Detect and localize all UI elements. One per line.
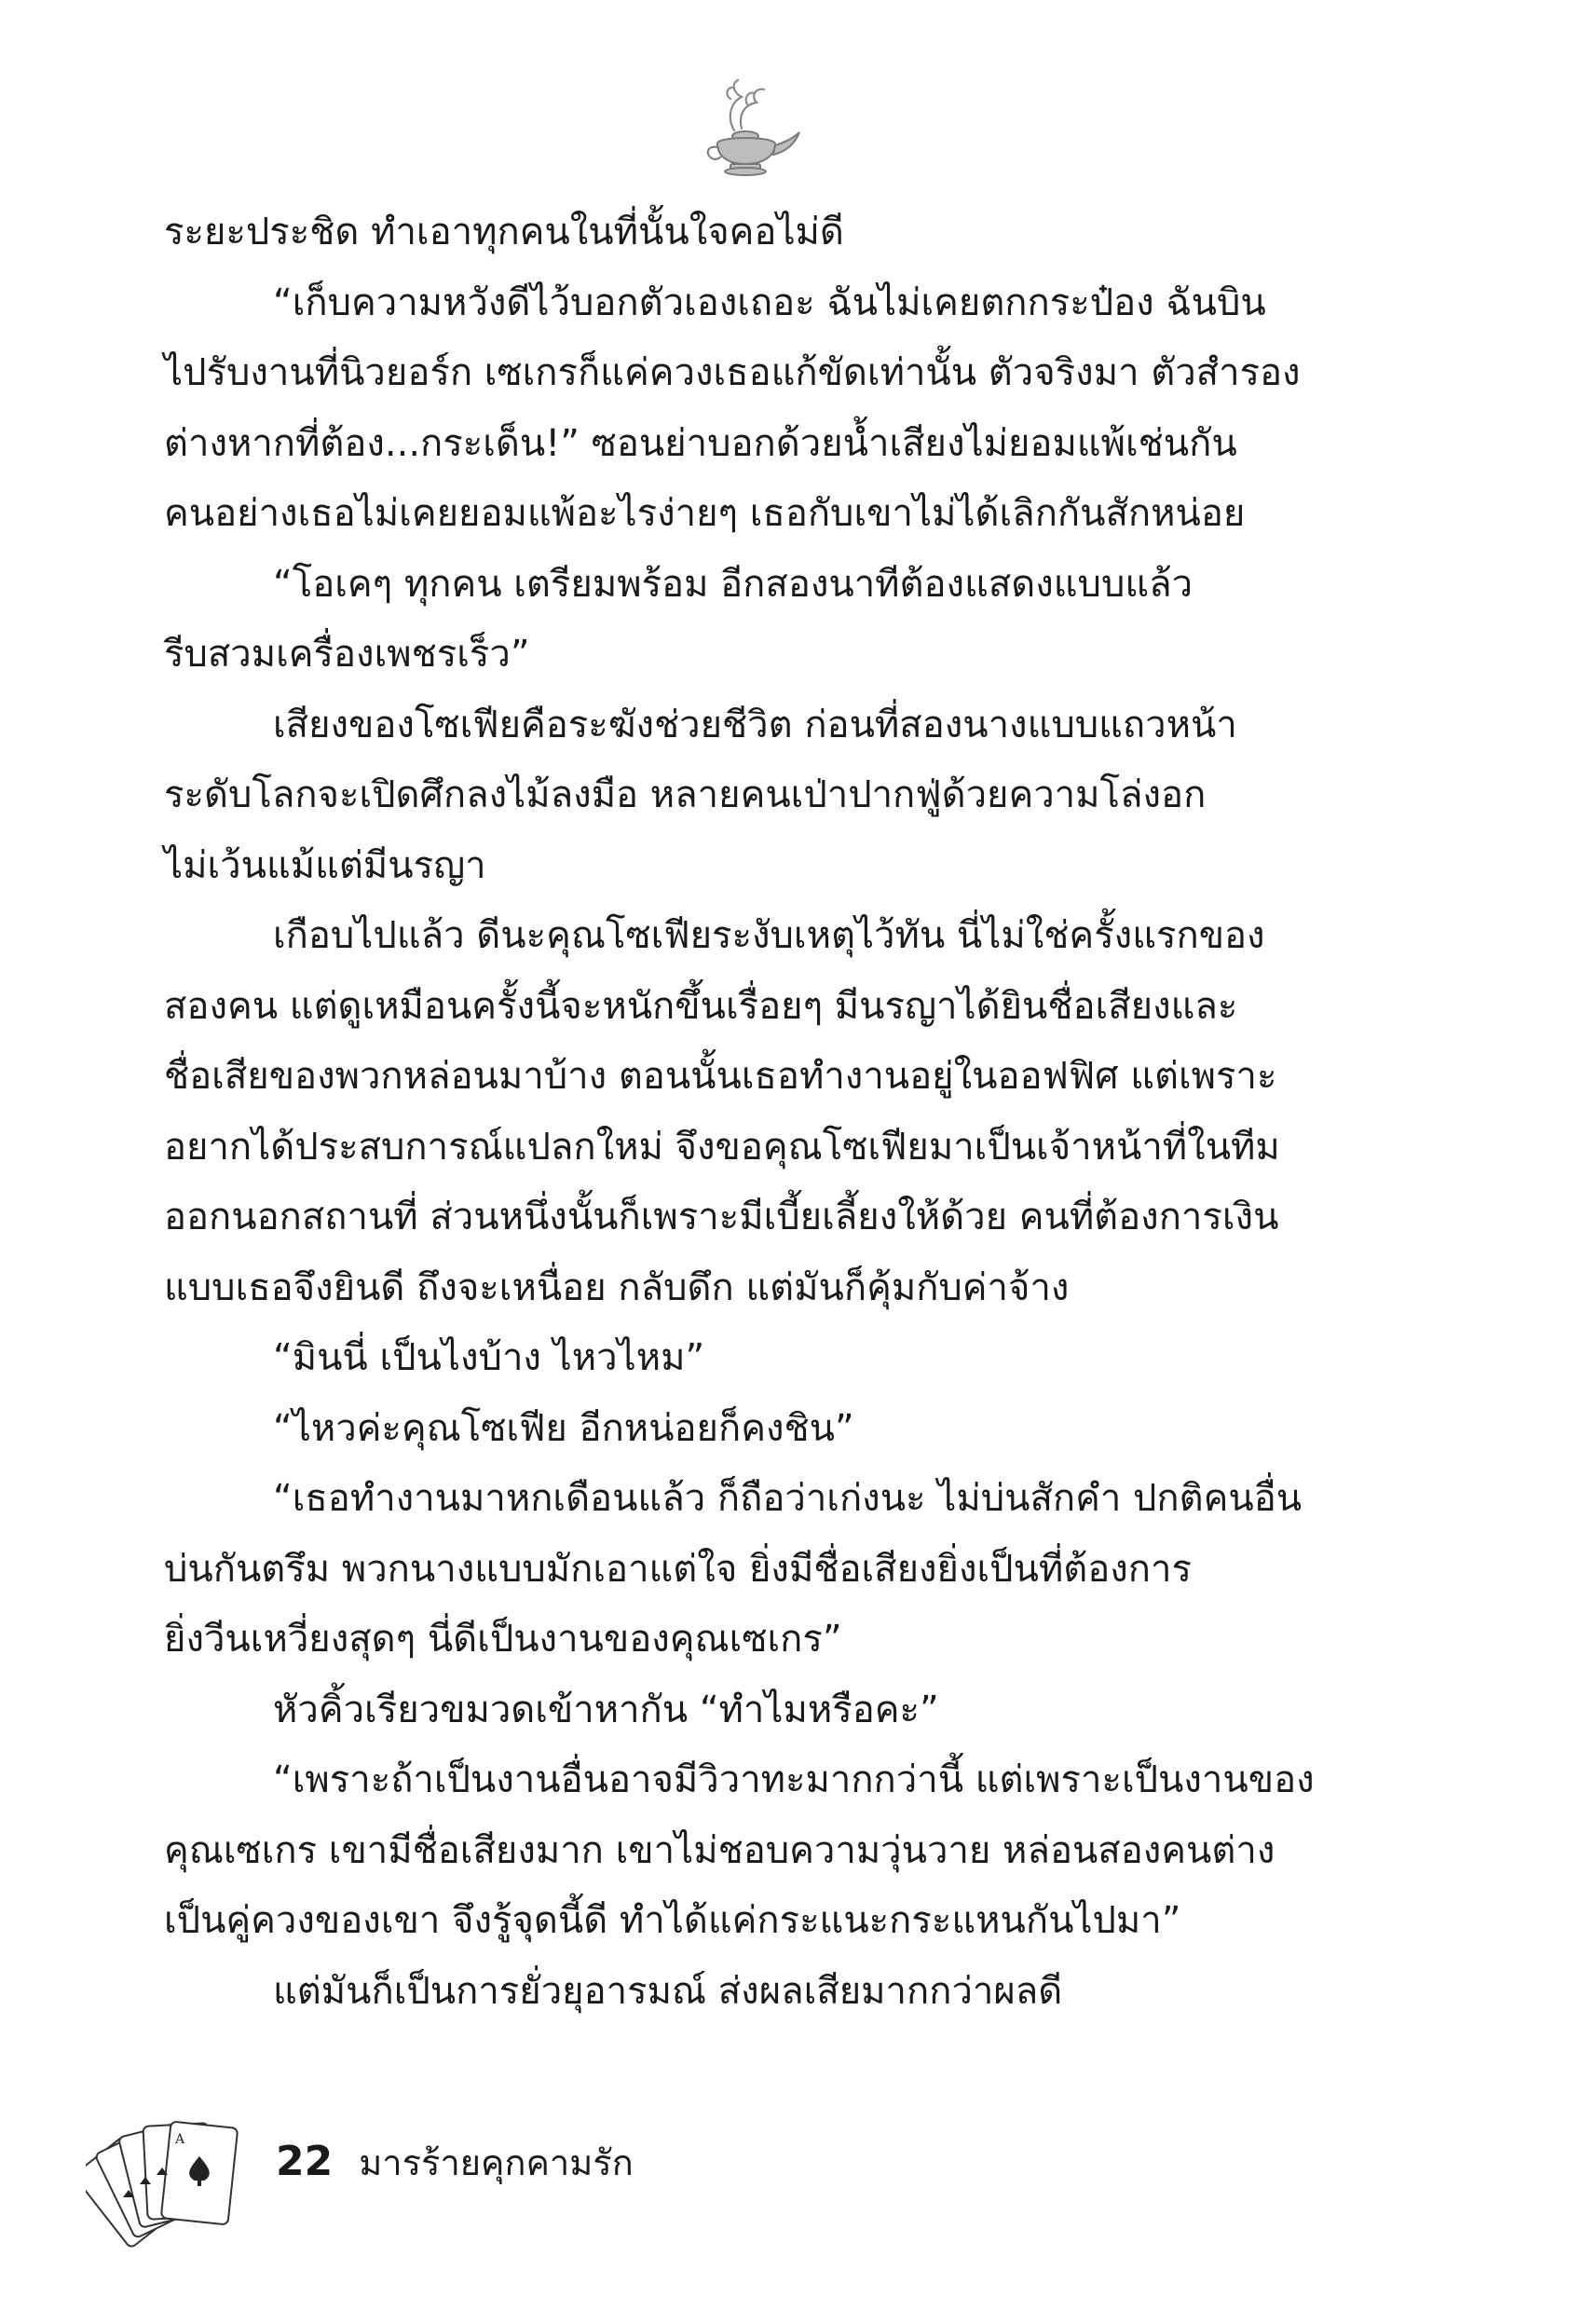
text-line: คุณเซเกร เขามีชื่อเสียงมาก เขาไม่ชอบความวุ่นวาย หล่อนสองคนต่าง [164,1828,1275,1872]
text-line: “ไหวค่ะคุณโซเฟีย อีกหน่อยก็คงชิน” [273,1406,854,1450]
text-line: “เก็บความหวังดีไว้บอกตัวเองเถอะ ฉันไม่เคยตกกระป๋อง ฉันบิน [273,280,1266,324]
playing-cards-icon [86,2108,253,2257]
text-line: เป็นคู่ควงของเขา จึงรู้จุดนี้ดี ทำได้แค่กระแนะกระแหนกันไปมา” [164,1899,1181,1942]
text-line: ยิ่งวีนเหวี่ยงสุดๆ นี่ดีเป็นงานของคุณเซเกร” [164,1618,842,1661]
text-line: ต่างหากที่ต้อง...กระเด็น!” ซอนย่าบอกด้วยน้ำเสียงไม่ยอมแพ้เช่นกัน [164,421,1237,465]
text-line: บ่นกันตรึม พวกนางแบบมักเอาแต่ใจ ยิ่งมีชื่อเสียงยิ่งเป็นที่ต้องการ [164,1547,1192,1591]
text-line: ไปรับงานที่นิวยอร์ก เซเกรก็แค่ควงเธอแก้ขัดเท่านั้น ตัวจริงมา ตัวสำรอง [164,351,1301,394]
text-line: แบบเธอจึงยินดี ถึงจะเหนื่อย กลับดึก แต่มันก็คุ้มกับค่าจ้าง [164,1265,1070,1309]
text-line: อยากได้ประสบการณ์แปลกใหม่ จึงขอคุณโซเฟียมาเป็นเจ้าหน้าที่ในทีม [164,1125,1280,1169]
text-line: “เธอทำงานมาหกเดือนแล้ว ก็ถือว่าเก่งนะ ไม่บ่นสักคำ ปกติคนอื่น [273,1477,1303,1520]
text-line: คนอย่างเธอไม่เคยยอมแพ้อะไรง่ายๆ เธอกับเขาไม่ได้เลิกกันสักหน่อย [164,492,1246,535]
text-line: ระดับโลกจะเปิดศึกลงไม้ลงมือ หลายคนเป่าปากฟู่ด้วยความโล่งอก [164,773,1207,816]
page-number: 22 [276,2138,334,2185]
text-line: ชื่อเสียของพวกหล่อนมาบ้าง ตอนนั้นเธอทำงานอยู่ในออฟฟิศ แต่เพราะ [164,1055,1277,1098]
text-line: เสียงของโซเฟียคือระฆังช่วยชีวิต ก่อนที่สองนางแบบแถวหน้า [273,703,1237,746]
book-title: มารร้ายคุกคามรัก [359,2142,634,2183]
text-line: สองคน แต่ดูเหมือนครั้งนี้จะหนักขึ้นเรื่อยๆ มีนรญาได้ยินชื่อเสียงและ [164,984,1238,1028]
text-line: ออกนอกสถานที่ ส่วนหนึ่งนั้นก็เพราะมีเบี้ยเลี้ยงให้ด้วย คนที่ต้องการเงิน [164,1196,1279,1238]
text-line: รีบสวมเครื่องเพชรเร็ว” [164,633,530,676]
text-line: ระยะประชิด ทำเอาทุกคนในที่นั้นใจคอไม่ดี [164,211,844,253]
text-line: หัวคิ้วเรียวขมวดเข้าหากัน “ทำไมหรือคะ” [273,1688,939,1731]
text-line: “มินนี่ เป็นไงบ้าง ไหวไหม” [273,1336,705,1379]
text-line: แต่มันก็เป็นการยั่วยุอารมณ์ ส่งผลเสียมากกว่าผลดี [273,1969,1063,2013]
page-footer [276,2134,634,2190]
text-line: เกือบไปแล้ว ดีนะคุณโซเฟียระงับเหตุไว้ทัน นี่ไม่ใช่ครั้งแรกของ [273,914,1265,957]
text-line: “เพราะถ้าเป็นงานอื่นอาจมีวิวาทะมากกว่านี้ แต่เพราะเป็นงานของ [273,1758,1315,1801]
svg-text:A: A [175,2132,185,2147]
text-line: “โอเคๆ ทุกคน เตรียมพร้อม อีกสองนาทีต้องแสดงแบบแล้ว [273,562,1194,606]
text-line: ไม่เว้นแม้แต่มีนรญา [164,843,486,887]
genie-lamp-icon [689,76,801,179]
body-text [164,198,1329,2027]
